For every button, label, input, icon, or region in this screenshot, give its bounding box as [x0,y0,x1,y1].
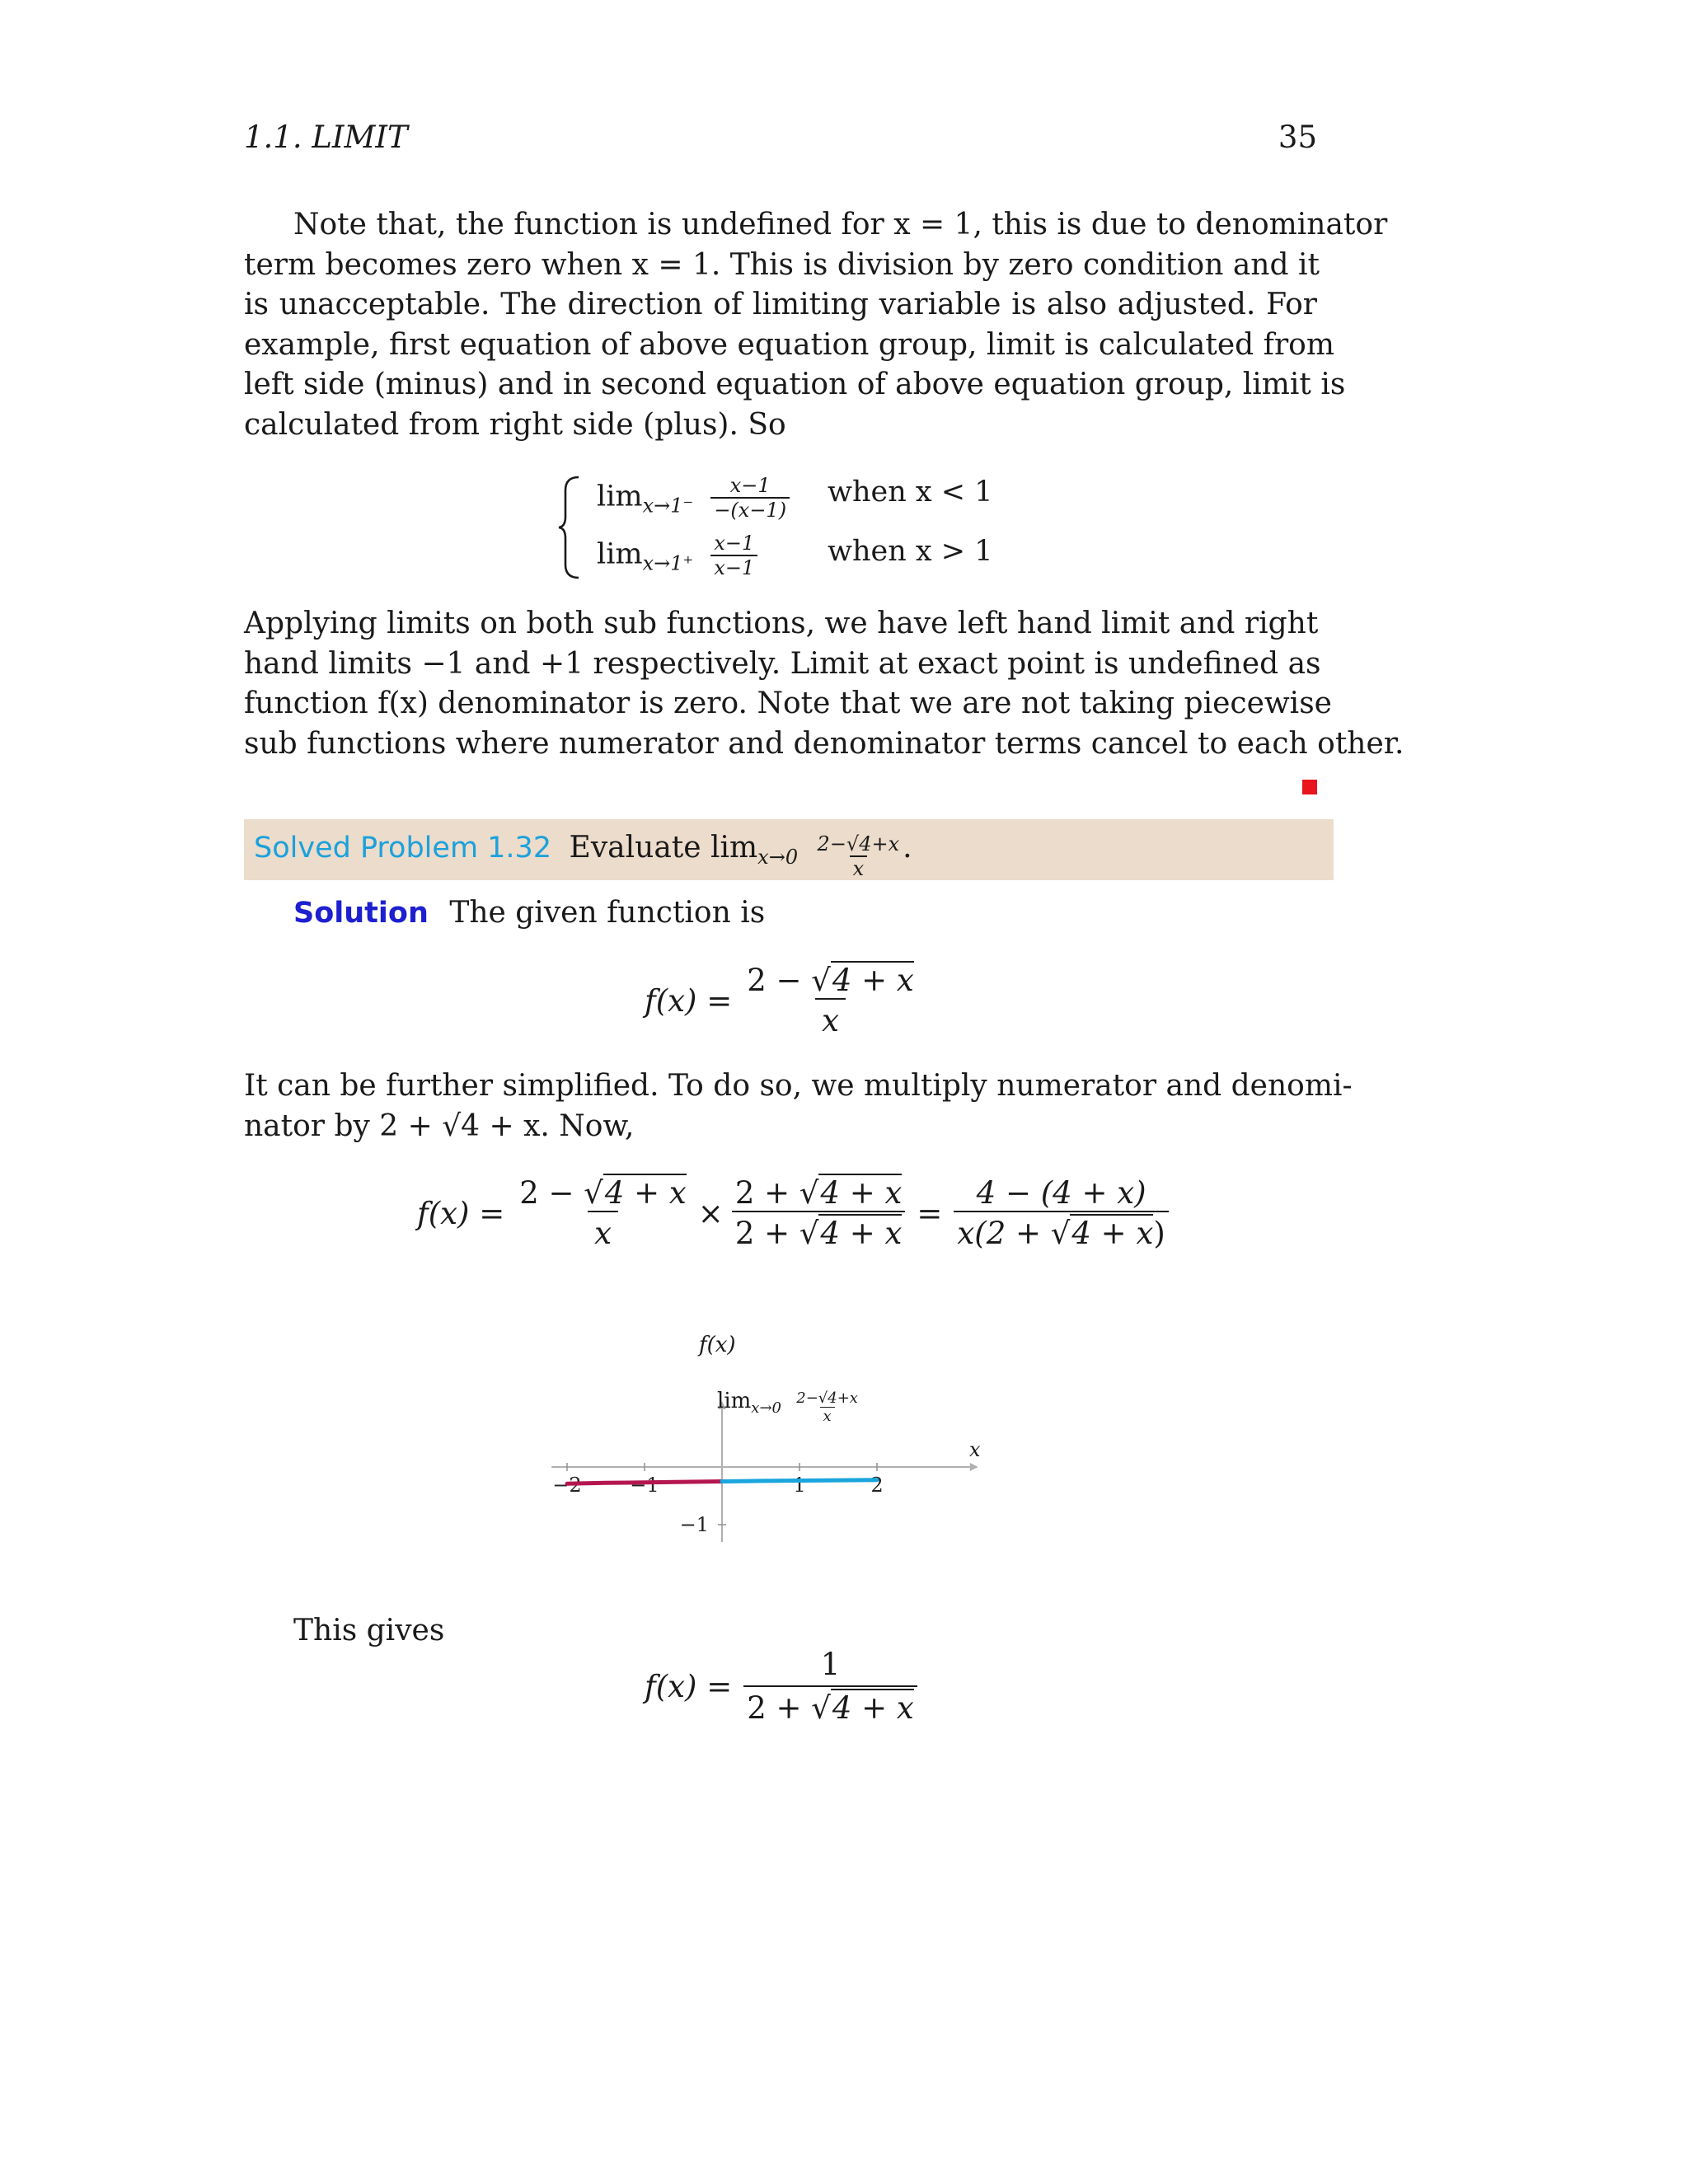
series-group [567,1480,877,1484]
series-line-2 [722,1480,877,1482]
text-line: Note that, the function is undefined for x = 1, this is due to denominator [293,208,1388,241]
condition-2: when x > 1 [828,535,993,568]
intro-paragraph [244,205,1388,445]
equals-operator: = [917,1195,943,1231]
radicand: 4 + x [820,1216,903,1251]
radicand: 4 + x [832,1690,914,1726]
this-gives-text: This gives [293,1614,445,1647]
period: . [903,831,912,865]
numerator: 1 [820,1647,841,1682]
term: 2 + [734,1175,799,1211]
further-paragraph [244,1066,1353,1146]
text-line: is unacceptable. The direction of limiting variable is also adjusted. For [244,288,1317,321]
text-line: term becomes zero when x = 1. This is division by zero condition and it [244,247,1320,282]
numerator: 2 + √4 + x [734,1175,903,1211]
condition-1: when x < 1 [828,476,993,509]
fraction [710,532,757,579]
x-axis-label: x [969,1438,981,1461]
lim-operator: lim [597,480,643,513]
problem-band [244,819,1334,880]
problem-statement [254,831,912,880]
text-line: sub functions where numerator and denominator terms cancel to each other. [244,726,1404,761]
fraction-1 [516,1175,690,1251]
denominator: x−1 [710,555,757,579]
y-axis-label: f(x) [699,1333,736,1357]
radicand: 4 + x [832,963,914,998]
text-line: nator by 2 + √4 + x. Now, [244,1108,635,1143]
applying-paragraph [244,604,1404,764]
numerator: x−1 [714,532,755,555]
piecewise-row-1 [597,474,790,522]
term: 2 + [734,1216,799,1251]
ticks [552,1463,883,1536]
equation-lhs: f(x) = [645,1668,733,1704]
radicand: 4 + x [820,1175,903,1211]
numerator: x−1 [729,474,771,497]
x-tick-label: −1 [630,1474,659,1497]
piecewise-row-2 [597,532,757,579]
x-tick-label: 2 [870,1474,884,1497]
text-line: calculated from right side (plus). So [244,407,786,442]
text-line: It can be further simplified. To do so, we multiply numerator and denomi- [244,1069,1353,1103]
term: x(2 + [957,1216,1051,1251]
equation-fraction [743,963,917,1038]
x-axis-arrow-icon [970,1463,978,1471]
text-line: example, first equation of above equation group, limit is calculated from [244,327,1334,362]
fraction-2 [732,1175,906,1251]
radicand: 4 + x [604,1175,687,1211]
plot-annotation [717,1389,861,1425]
radicand: 4 + x [1071,1216,1154,1251]
term: 2 − [747,963,812,998]
equation-lhs: f(x) = [645,982,733,1019]
denominator: x [815,998,846,1038]
lim-subscript: x→1⁻ [642,494,694,518]
annotation-fraction [793,1390,861,1425]
denominator: 2 + √4 + x [743,1685,917,1726]
problem-label: Solved Problem 1.32 [254,832,552,865]
denominator: x(2 + √4 + x) [954,1211,1168,1251]
text-line: hand limits −1 and +1 respectively. Limit at exact point is undefined as [244,646,1321,681]
lim-subscript: x→1⁺ [642,551,694,575]
numerator: 4 − (4 + x) [976,1175,1146,1211]
denominator: x [850,855,868,880]
solution-label: Solution [293,897,429,930]
denominator: 2 + √4 + x [732,1211,906,1251]
lim-subscript: x→0 [757,846,799,869]
problem-fraction [814,832,903,880]
x-tick-label: −2 [552,1474,582,1497]
function-plot [528,1319,1022,1582]
term: 2 + [747,1690,812,1726]
lim-operator: lim [717,1389,752,1413]
equation-lhs: f(x) = [417,1195,505,1231]
times-operator: × [697,1195,724,1231]
text-line: function f(x) denominator is zero. Note that we are not taking piecewise [244,687,1332,720]
running-header: 1.1. LIMIT [244,120,408,155]
page-number: 35 [1278,120,1317,155]
denominator: −(x−1) [710,497,790,522]
fraction-3 [954,1175,1168,1251]
numerator: 2−√4+x [796,1390,858,1407]
term: ) [1153,1216,1165,1251]
y-tick-label: −1 [679,1513,709,1536]
problem-text: Evaluate lim [569,831,758,865]
denominator: x [820,1407,835,1425]
numerator: 2 − √4 + x [519,1175,687,1211]
qed-square-icon [1302,780,1317,794]
solution-line [293,896,765,930]
piecewise-limits [557,474,1019,581]
solution-text: The given function is [449,896,766,930]
numerator: 2−√4+x [817,832,900,855]
equation-3 [645,1647,917,1726]
series-line-1 [567,1482,722,1484]
lim-operator: lim [597,537,643,571]
denominator: x [588,1211,618,1251]
term: 2 − [519,1175,584,1211]
equation-fraction [743,1647,917,1726]
fraction [710,474,790,522]
equation-2 [417,1175,1169,1251]
numerator: 2 − √4 + x [747,963,914,998]
text-line: left side (minus) and in second equation of above equation group, limit is [244,368,1346,401]
left-brace [557,474,582,581]
text-line: Applying limits on both sub functions, we have left hand limit and right [244,607,1319,640]
equation-1 [645,963,917,1038]
lim-subscript: x→0 [751,1399,781,1418]
x-tick-label: 1 [793,1474,806,1497]
